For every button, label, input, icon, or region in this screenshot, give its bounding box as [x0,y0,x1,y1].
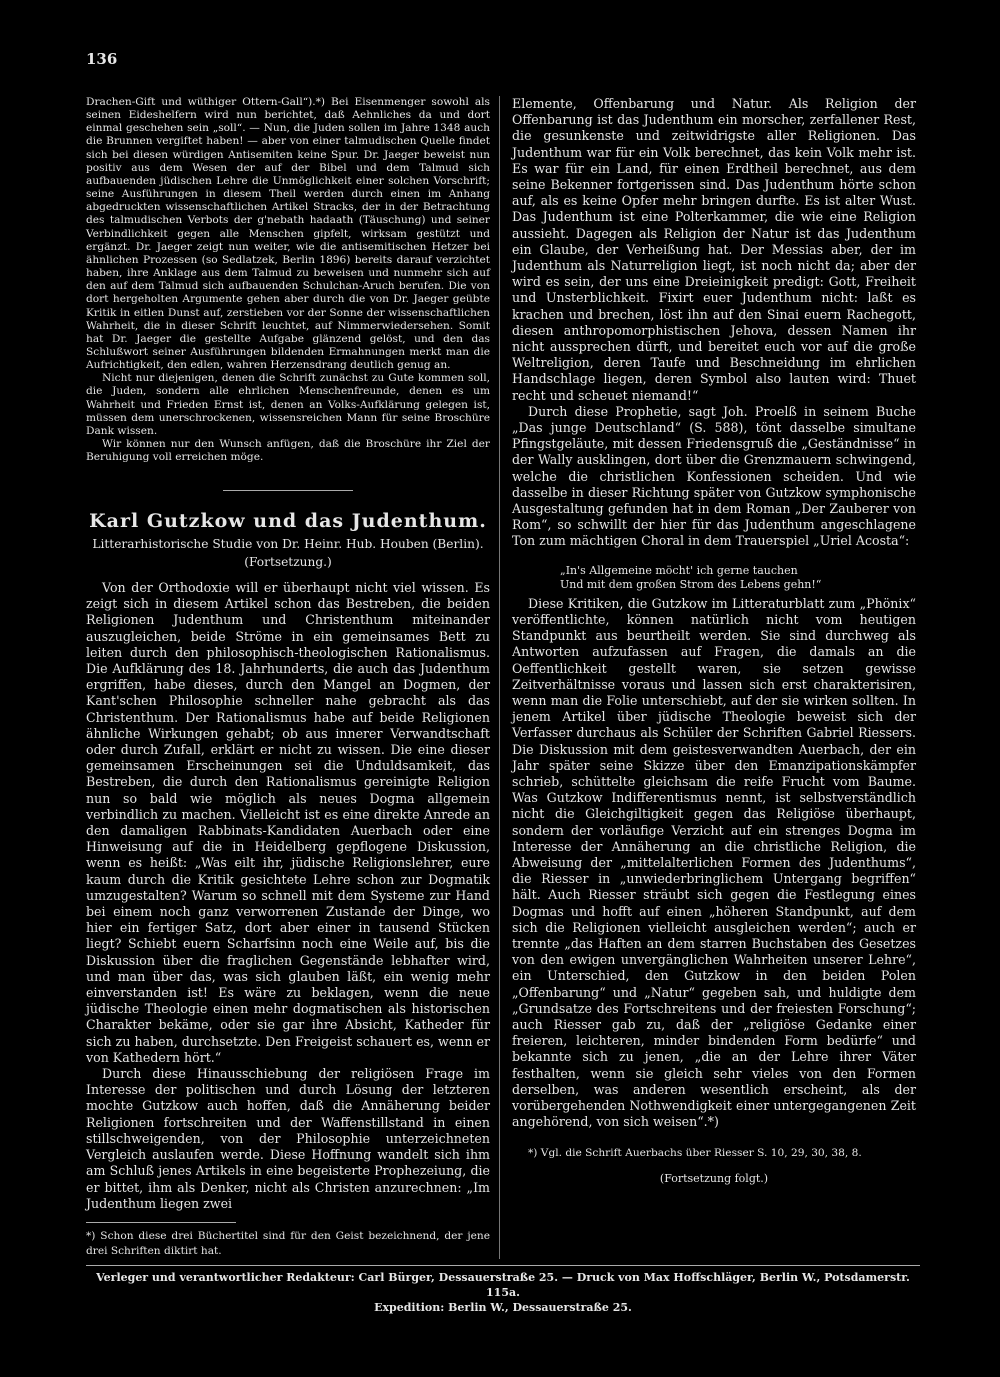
column-divider [499,96,500,1259]
review-paragraph: Wir können nur den Wunsch anfügen, daß die Broschüre ihr Ziel der Beruhigung voll erreichen möge. [86,438,490,464]
footnote: *) Schon diese drei Büchertitel sind für den Geist bezeichnend, der jene drei Schriften diktirt hat. [86,1229,490,1257]
imprint-line: Expedition: Berlin W., Dessauerstraße 25. [374,1301,632,1314]
body-paragraph: Von der Orthodoxie will er überhaupt nicht viel wissen. Es zeigt sich in diesem Artikel schon das Bestreben, die beiden Religionen Judenthum und Christenthum miteinander auszugleichen, beide Ströme in ein gemeinsames Bett zu leiten durch den philosophisch-theologischen Rationalismus. Die Aufklärung des 18. Jahrhunderts, die auch das Judenthum ergriffen, habe dieses, durch den Mangel an Dogmen, der Kant'schen Philosophie schneller nahe gebracht als das Christenthum. Der Rationalismus habe auf beide Religionen ähnliche Wirkungen gehabt; ob aus innerer Verwandtschaft oder durch Zufall, erklärt er nicht zu wissen. Die eine dieser gemeinsamen Erscheinungen sei die Unduldsamkeit, das Bestreben, die durch den Rationalismus gereinigte Religion nun so bald wie möglich als neues Dogma allgemein verbindlich zu machen. Vielleicht ist es eine direkte Anrede an den damaligen Rabbinats-Kandidaten Auerbach oder eine Hinweisung auf die in Heidelberg gepflogene Diskussion, wenn es heißt: „Was eilt ihr, jüdische Religionslehrer, eure kaum durch die Kritik gesichtete Lehre schon zur Dogmatik umzugestalten? Warum so schnell mit dem Systeme zur Hand bei einem noch ganz verworrenen Zustande der Dinge, wo hier ein fertiger Satz, dort aber einer in tausend Stücken liegt? Schiebt euern Scharfsinn noch eine Weile auf, bis die Diskussion über die fraglichen Gegenstände lebhafter wird, und man über das, was sich glauben läßt, ein wenig mehr einverstanden ist! Es wäre zu beklagen, wenn die neue jüdische Theologie einen mehr dogmatischen als historischen Charakter bekäme, oder sie gar ihre Absicht, Katheder für sich zu haben, durchsetzte. Den Freigeist schauert es, wenn er von Kathedern hört.“ [86,579,490,1065]
body-paragraph: Durch diese Prophetie, sagt Joh. Proelß in seinem Buche „Das junge Deutschland“ (S. 588), tönt dasselbe simultane Pfingstgeläute, mit dessen Friedensgruß die „Geständnisse“ in der Wally ausklingen, dort über die Grenzmauern schwingend, welche die christlichen Konfessionen scheiden. Und wie dasselbe in dieser Richtung später von Gutzkow symphonische Ausgestaltung gefunden hat in dem Roman „Der Zauberer von Rom“, so schwillt der hier für das Judenthum angeschlagene Ton zum mächtigen Choral in dem Trauerspiel „Uriel Acosta“: [512,403,916,549]
article-subtitle: Litterarhistorische Studie von Dr. Heinr. Hub. Houben (Berlin). [92,536,484,551]
footnote: *) Vgl. die Schrift Auerbachs über Riesser S. 10, 29, 30, 38, 8. [528,1147,862,1160]
imprint-footer [86,1270,920,1315]
right-column [512,96,916,1188]
verse-quote [512,564,916,592]
body-paragraph: Diese Kritiken, die Gutzkow im Litteraturblatt zum „Phönix“ veröffentlichte, können natürlich nicht vom heutigen Standpunkt aus beurtheilt werden. Sie sind durchweg als Antworten aufzufassen auf Fragen, die damals an die Oeffentlichkeit gestellt waren, sie setzen gewisse Zeitverhältnisse voraus und lassen sich erst charakterisiren, wenn man die Folie unterschiebt, auf der sie wirken sollten. In jenem Artikel über jüdische Theologie beweist sich der Verfasser durchaus als Schüler der Schriften Gabriel Riessers. Die Diskussion mit dem geistesverwandten Auerbach, der ein Jahr später seine Skizze über den Emanzipationskämpfer schrieb, schüttelte gleichsam die reife Frucht vom Baume. Was Gutzkow Indifferentismus nennt, ist selbstverständlich nicht die Gleichgiltigkeit gegen das Religiöse überhaupt, sondern der vorläufige Verzicht auf ein strenges Dogma im Interesse der Annäherung an die christliche Religion, die Abweisung der „mittelalterlichen Formen des Judenthums“, die Riesser in „unwiederbringlichem Untergang begriffen“ hält. Auch Riesser sträubt sich gegen die Festlegung eines Dogmas und hofft auf einen „höheren Standpunkt, auf dem sich die Religionen vielleicht ausgleichen werden“; auch er trennte „das Haften an dem starren Buchstaben des Gesetzes von den ewigen unvergänglichen Wahrheiten unserer Lehre“, ein Unterschied, den Gutzkow in den beiden Polen „Offenbarung“ und „Natur“ gegeben sah, und huldigte dem „Grundsatze des Fortschreitens und der freiesten Forschung“; auch Riesser gab zu, daß der „religiöse Gedanke einer freieren, leichteren, minder bindenden Form bedürfe“ und bekannte sich zu jenen, „die an der Lehre ihrer Väter festhalten, wenn sie gleich sehr vieles von den Formen derselben, was anderen wesentlich erscheint, als der vorübergehenden Nothwendigkeit einer untergegangenen Zeit angehörend, von sich weisen“.*) [512,595,916,1130]
footnote-rule [86,1222,236,1223]
review-paragraph: Nicht nur diejenigen, denen die Schrift zunächst zu Gute kommen soll, die Juden, sondern alle ehrlichen Menschenfreunde, denen es um Wahrheit und Frieden Ernst ist, denen an Volks-Aufklärung gelegen ist, müssen dem unerschrockenen, wissensreichen Mann für seine Broschüre Dank wissen. [86,372,490,437]
section-separator [223,490,353,491]
left-column [86,96,490,1259]
imprint-line: Verleger und verantwortlicher Redakteur: Carl Bürger, Dessauerstraße 25. — Druck von Max Hoffschläger, Berlin W., Potsdamerstr. 115a. [96,1271,910,1299]
review-paragraph: Drachen-Gift und wüthiger Ottern-Gall“).*) Bei Eisenmenger sowohl als seinen Eideshelfern wird nun berichtet, daß Aehnliches da und dort einmal geschehen sein „soll“. — Nun, die Juden sollen im Jahre 1348 auch die Brunnen vergiftet haben! — aber von einer talmudischen Quelle findet sich bei diesen würdigen Antisemiten keine Spur. Dr. Jaeger beweist nun positiv aus dem Wesen der auf der Bibel und dem Talmud sich aufbauenden jüdischen Lehre die Unmöglichkeit einer solchen Vorschrift; seine Ausführungen in diesem Theil werden durch einen im Anhang abgedruckten wissenschaftlichen Artikel Stracks, der in der Betrachtung des talmudischen Verbots der g'nebath hadaath (Täuschung) und seiner Verbindlichkeit gegen alle Menschen gipfelt, wirksam gestützt und ergänzt. Dr. Jaeger zeigt nun weiter, wie die antisemitischen Hetzer bei ähnlichen Prozessen (so Sedlatzek, Berlin 1896) bereits darauf verzichtet haben, ihre Anklage aus dem Talmud zu beweisen und nunmehr sich auf den auf dem Talmud sich aufbauenden Schulchan-Aruch berufen. Die von dort hergeholten Argumente gehen aber durch die von Dr. Jaeger geübte Kritik in eitlen Dunst auf, zerstieben vor der Sonne der wissenschaftlichen Wahrheit, die in dieser Schrift leuchtet, auf Nimmerwiedersehen. Somit hat Dr. Jaeger die gestellte Aufgabe glänzend gelöst, und den das Schlußwort seiner Ausführungen bildenden Ermahnungen merkt man die Aufrichtigkeit, den edlen, wahren Herzensdrang deutlich genug an. [86,96,490,372]
body-paragraph: Durch diese Hinausschiebung der religiösen Frage im Interesse der politischen und durch Lösung der letzteren mochte Gutzkow auch hoffen, daß die Annäherung beider Religionen fortschreiten und der Waffenstillstand in einen stillschweigenden, von der Philosophie unterzeichneten Vergleich auslaufen werde. Diese Hoffnung wandelt sich ihm am Schluß jenes Artikels in eine begeisterte Prophezeiung, die er bittet, ihm als Denker, nicht als Christen anzurechnen: „Im Judenthum liegen zwei [86,1066,490,1211]
body-paragraph: Elemente, Offenbarung und Natur. Als Religion der Offenbarung ist das Judenthum ein morscher, zerfallener Rest, die gesunkenste und zeitwidrigste aller Religionen. Das Judenthum war für ein Volk berechnet, das kein Volk mehr ist. Es war für ein Land, für einen Erdtheil berechnet, aus dem seine Bekenner fortgerissen sind. Das Judenthum hörte schon auf, als es keine Opfer mehr bringen durfte. Es ist alter Wust. Das Judenthum ist eine Polterkammer, die wie eine Religion aussieht. Dagegen als Religion der Natur ist das Judenthum ein Glaube, der Verheißung hat. Der Messias aber, der im Judenthum als Naturreligion liegt, ist noch nicht da; aber der wird es sein, der uns eine Dreieinigkeit predigt: Gott, Freiheit und Unsterblichkeit. Fixirt euer Judenthum nicht: laßt es krachen und brechen, löst ihn auf den Sinai euern Rachegott, diesen anthropomorphistischen Jehova, dessen Namen ihr nicht aussprechen dürft, und bereitet euch vor auf die große Weltreligion, deren Taufe und Beschneidung im ehrlichen Handschlage liegen, deren Symbol also lauten wird: Thuet recht und scheuet niemand!“ [512,96,916,403]
verse-line: „In's Allgemeine möcht' ich gerne tauchen [560,563,798,577]
page-number: 136 [86,50,118,68]
article-title: Karl Gutzkow und das Judenthum. [89,510,487,533]
footer-rule [86,1265,920,1266]
to-be-continued: (Fortsetzung folgt.) [659,1172,769,1186]
verse-line: Und mit dem großen Strom des Lebens gehn!“ [560,577,822,591]
continued-note: (Fortsetzung.) [244,554,332,569]
